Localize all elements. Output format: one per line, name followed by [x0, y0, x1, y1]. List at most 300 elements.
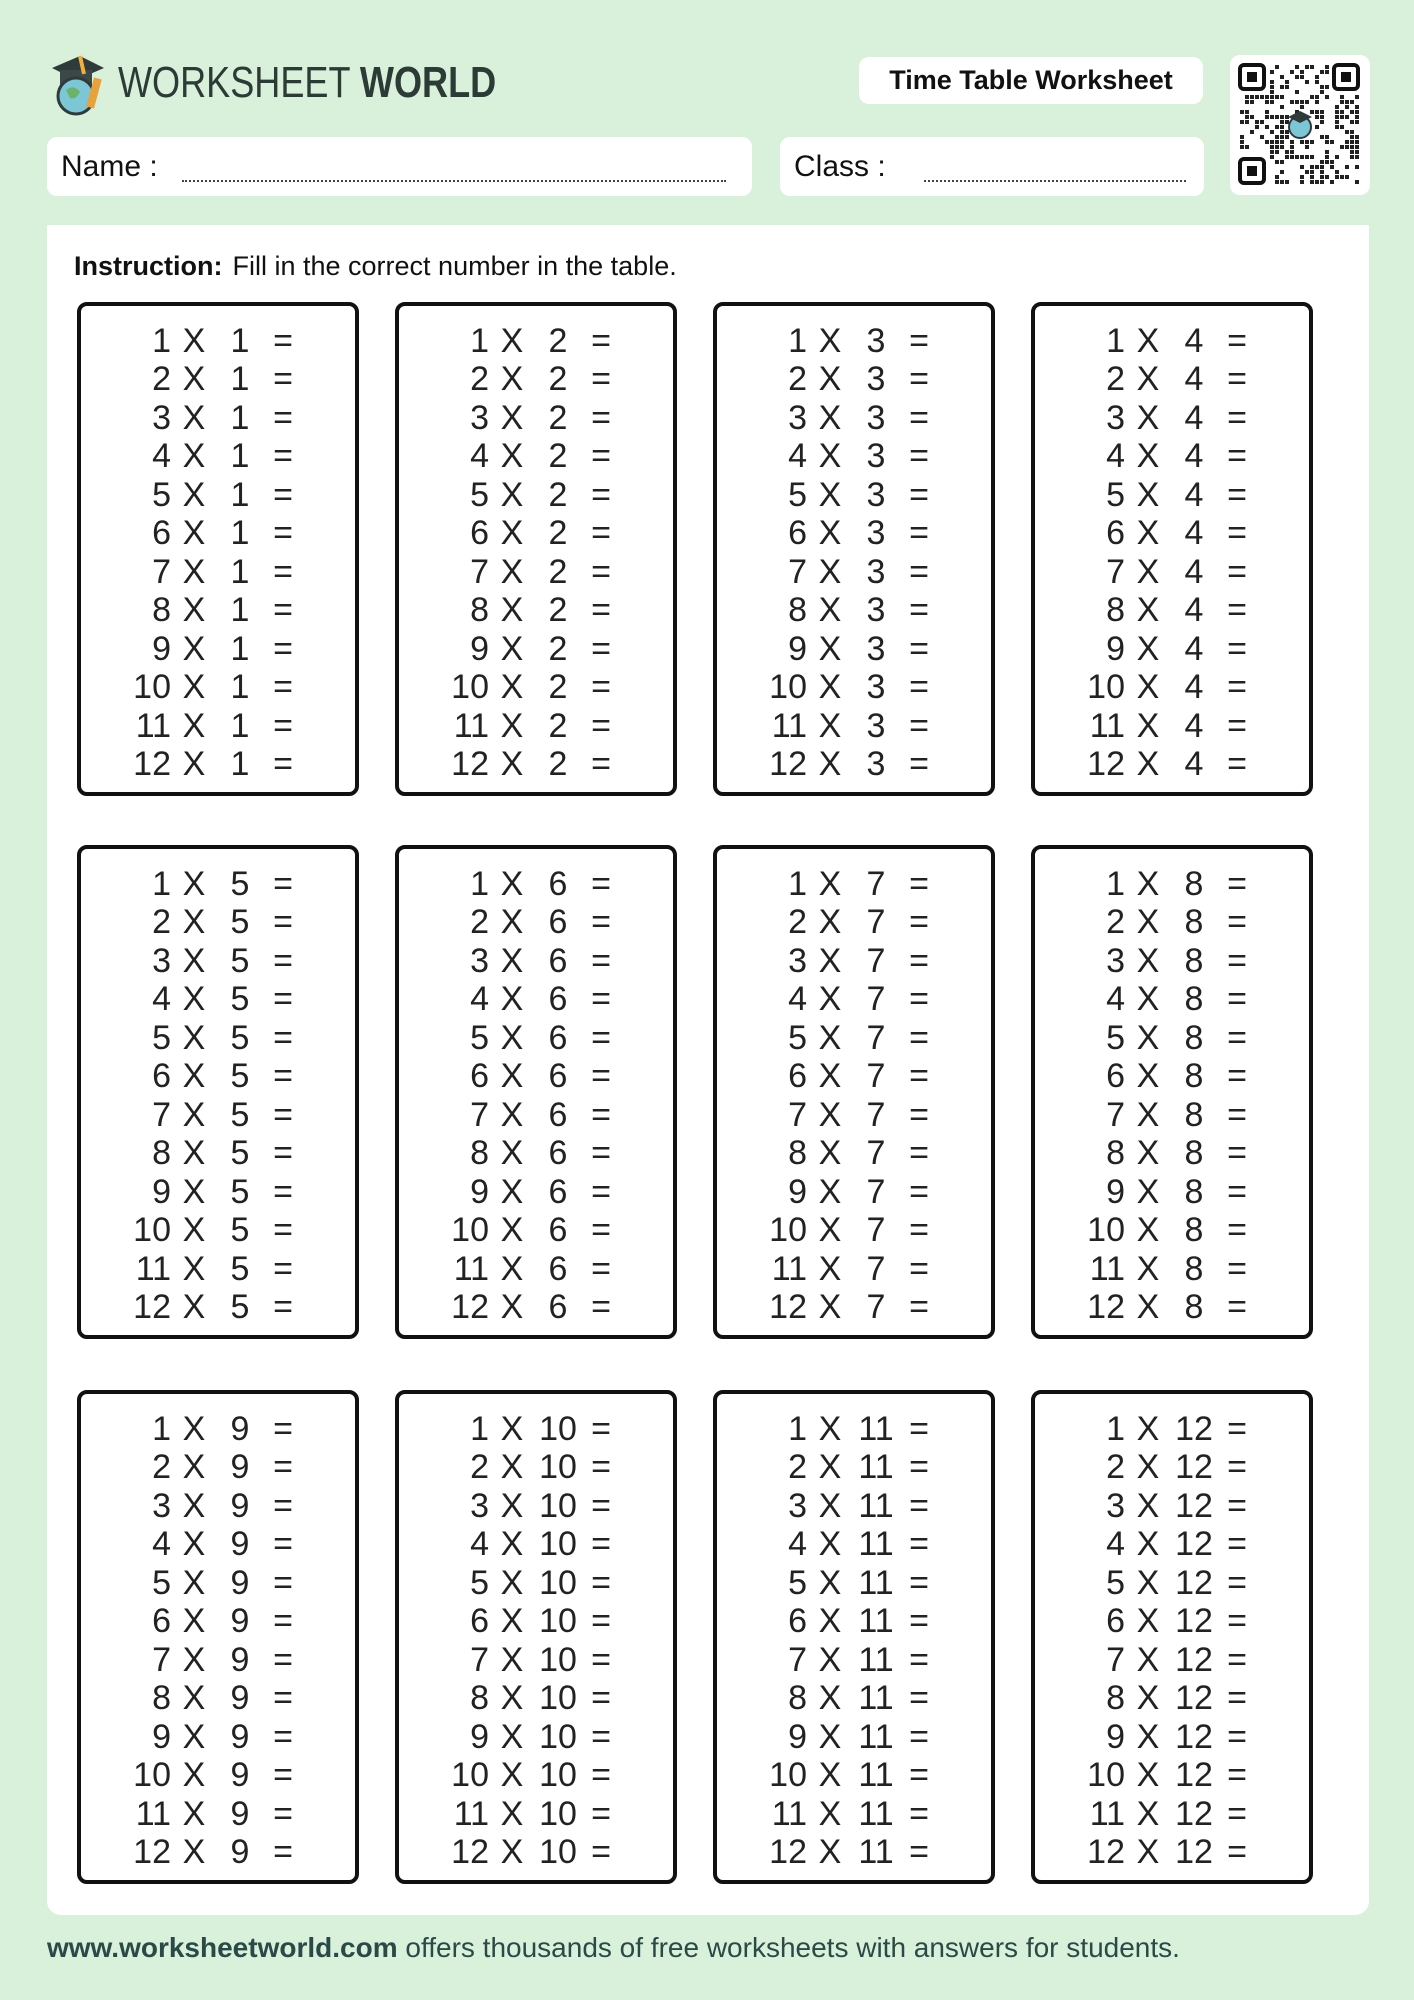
- equation-row: [399, 1289, 673, 1328]
- multiplier: 11: [858, 1448, 894, 1487]
- multiplier: 9: [230, 1833, 250, 1872]
- multiplicand: 2: [1106, 903, 1125, 942]
- answer-blank[interactable]: [1257, 442, 1309, 472]
- equation-row: [399, 1757, 673, 1796]
- answer-blank[interactable]: [1257, 1568, 1309, 1598]
- equals-sign: =: [591, 1833, 611, 1872]
- equals-sign: =: [1227, 1211, 1247, 1250]
- answer-blank[interactable]: [939, 1177, 991, 1207]
- answer-blank[interactable]: [621, 1607, 673, 1637]
- times-sign: X: [182, 1833, 206, 1872]
- answer-blank[interactable]: [1257, 908, 1309, 938]
- answer-blank[interactable]: [621, 519, 673, 549]
- equals-sign: =: [591, 437, 611, 476]
- times-sign: X: [500, 864, 524, 903]
- answer-blank[interactable]: [1257, 1761, 1309, 1791]
- times-sign: X: [818, 941, 842, 980]
- multiplier: 11: [858, 1717, 894, 1756]
- times-sign: X: [500, 1249, 524, 1288]
- answer-blank[interactable]: [939, 557, 991, 587]
- answer-blank[interactable]: [939, 634, 991, 664]
- answer-blank[interactable]: [1257, 1139, 1309, 1169]
- answer-blank[interactable]: [939, 1838, 991, 1868]
- equals-sign: =: [273, 1172, 293, 1211]
- multiplier: 1: [230, 668, 250, 707]
- answer-blank[interactable]: [303, 1684, 355, 1714]
- times-sign: X: [182, 1409, 206, 1448]
- answer-blank[interactable]: [621, 1023, 673, 1053]
- multiplicand: 5: [470, 1018, 489, 1057]
- answer-blank[interactable]: [939, 908, 991, 938]
- multiplier: 7: [866, 1249, 886, 1288]
- answer-blank[interactable]: [621, 1216, 673, 1246]
- answer-blank[interactable]: [621, 365, 673, 395]
- answer-blank[interactable]: [939, 1139, 991, 1169]
- times-sign: X: [818, 668, 842, 707]
- answer-blank[interactable]: [939, 1491, 991, 1521]
- equals-sign: =: [591, 1288, 611, 1327]
- answer-blank[interactable]: [621, 480, 673, 510]
- multiplicand: 4: [1106, 1525, 1125, 1564]
- multiplier: 7: [866, 980, 886, 1019]
- equals-sign: =: [273, 1288, 293, 1327]
- answer-blank[interactable]: [303, 1062, 355, 1092]
- times-sign: X: [182, 1756, 206, 1795]
- multiplicand: 1: [152, 1409, 171, 1448]
- times-sign: X: [182, 903, 206, 942]
- multiplier: 6: [548, 1057, 568, 1096]
- multiplier: 4: [1184, 437, 1204, 476]
- answer-blank[interactable]: [303, 1254, 355, 1284]
- answer-blank[interactable]: [1257, 750, 1309, 780]
- answer-blank[interactable]: [303, 946, 355, 976]
- times-sign: X: [182, 1486, 206, 1525]
- multiplier: 8: [1184, 941, 1204, 980]
- multiplicand: 6: [1106, 1602, 1125, 1641]
- equals-sign: =: [273, 514, 293, 553]
- name-field[interactable]: [47, 137, 752, 196]
- answer-blank[interactable]: [621, 1453, 673, 1483]
- equals-sign: =: [273, 1409, 293, 1448]
- answer-blank[interactable]: [939, 1761, 991, 1791]
- answer-blank[interactable]: [303, 596, 355, 626]
- answer-blank[interactable]: [1257, 557, 1309, 587]
- answer-blank[interactable]: [621, 1177, 673, 1207]
- answer-blank[interactable]: [303, 750, 355, 780]
- answer-blank[interactable]: [939, 1414, 991, 1444]
- equation-row: [81, 1289, 355, 1328]
- multiplier: 9: [230, 1409, 250, 1448]
- answer-blank[interactable]: [303, 1491, 355, 1521]
- times-sign: X: [500, 360, 524, 399]
- multiplicand: 2: [1106, 1448, 1125, 1487]
- answer-blank[interactable]: [303, 985, 355, 1015]
- answer-blank[interactable]: [621, 1139, 673, 1169]
- answer-blank[interactable]: [621, 1062, 673, 1092]
- answer-blank[interactable]: [1257, 519, 1309, 549]
- class-field[interactable]: [780, 137, 1204, 196]
- answer-blank[interactable]: [1257, 1062, 1309, 1092]
- multiplicand: 10: [769, 1211, 807, 1250]
- answer-blank[interactable]: [939, 480, 991, 510]
- multiplier: 4: [1184, 321, 1204, 360]
- multiplicand: 1: [470, 1409, 489, 1448]
- times-table-3: [713, 302, 995, 796]
- multiplier: 6: [548, 941, 568, 980]
- answer-blank[interactable]: [939, 1293, 991, 1323]
- answer-blank[interactable]: [303, 1293, 355, 1323]
- answer-blank[interactable]: [1257, 634, 1309, 664]
- answer-blank[interactable]: [1257, 596, 1309, 626]
- equals-sign: =: [1227, 1525, 1247, 1564]
- times-sign: X: [1136, 980, 1160, 1019]
- multiplicand: 11: [1089, 1794, 1125, 1833]
- times-sign: X: [182, 514, 206, 553]
- multiplicand: 6: [152, 1602, 171, 1641]
- answer-blank[interactable]: [939, 403, 991, 433]
- answer-blank[interactable]: [1257, 403, 1309, 433]
- answer-blank[interactable]: [939, 750, 991, 780]
- footer-site-link[interactable]: www.worksheetworld.com: [47, 1932, 398, 1963]
- equation-row: [81, 904, 355, 943]
- answer-blank[interactable]: [303, 1453, 355, 1483]
- multiplier: 1: [230, 514, 250, 553]
- multiplicand: 7: [470, 552, 489, 591]
- answer-blank[interactable]: [303, 557, 355, 587]
- multiplicand: 7: [788, 552, 807, 591]
- answer-blank[interactable]: [1257, 1414, 1309, 1444]
- times-sign: X: [500, 1095, 524, 1134]
- answer-blank[interactable]: [621, 403, 673, 433]
- multiplicand: 7: [470, 1640, 489, 1679]
- equation-row: [399, 669, 673, 708]
- equation-row: [1035, 1564, 1309, 1603]
- answer-blank[interactable]: [621, 1838, 673, 1868]
- answer-blank[interactable]: [621, 711, 673, 741]
- multiplier: 8: [1184, 1095, 1204, 1134]
- equals-sign: =: [273, 1018, 293, 1057]
- answer-blank[interactable]: [303, 1607, 355, 1637]
- equals-sign: =: [909, 941, 929, 980]
- equation-row: [399, 592, 673, 631]
- answer-blank[interactable]: [939, 1100, 991, 1130]
- multiplier: 8: [1184, 1249, 1204, 1288]
- times-sign: X: [182, 1249, 206, 1288]
- multiplier: 11: [858, 1409, 894, 1448]
- equation-row: [399, 1834, 673, 1873]
- answer-blank[interactable]: [303, 1645, 355, 1675]
- multiplicand: 1: [470, 864, 489, 903]
- multiplier: 5: [230, 941, 250, 980]
- equation-row: [81, 746, 355, 785]
- answer-blank[interactable]: [1257, 1645, 1309, 1675]
- answer-blank[interactable]: [939, 673, 991, 703]
- equation-row: [81, 1795, 355, 1834]
- equation-row: [717, 1135, 991, 1174]
- multiplier: 6: [548, 1095, 568, 1134]
- answer-blank[interactable]: [303, 442, 355, 472]
- answer-blank[interactable]: [303, 1722, 355, 1752]
- multiplicand: 9: [788, 629, 807, 668]
- answer-blank[interactable]: [1257, 1254, 1309, 1284]
- answer-blank[interactable]: [939, 596, 991, 626]
- answer-blank[interactable]: [303, 634, 355, 664]
- equals-sign: =: [909, 552, 929, 591]
- multiplier: 6: [548, 903, 568, 942]
- answer-blank[interactable]: [303, 1761, 355, 1791]
- times-sign: X: [182, 591, 206, 630]
- multiplicand: 12: [451, 745, 489, 784]
- answer-blank[interactable]: [621, 634, 673, 664]
- answer-blank[interactable]: [303, 326, 355, 356]
- equation-row: [399, 630, 673, 669]
- equation-row: [1035, 1603, 1309, 1642]
- answer-blank[interactable]: [1257, 1216, 1309, 1246]
- answer-blank[interactable]: [621, 1254, 673, 1284]
- multiplier: 2: [548, 706, 568, 745]
- equation-row: [1035, 1135, 1309, 1174]
- answer-blank[interactable]: [1257, 673, 1309, 703]
- answer-blank[interactable]: [1257, 711, 1309, 741]
- multiplier: 9: [230, 1640, 250, 1679]
- answer-blank[interactable]: [939, 1607, 991, 1637]
- times-sign: X: [818, 1833, 842, 1872]
- multiplier: 11: [858, 1679, 894, 1718]
- multiplicand: 7: [1106, 552, 1125, 591]
- answer-blank[interactable]: [303, 711, 355, 741]
- answer-blank[interactable]: [1257, 1530, 1309, 1560]
- multiplier: 12: [1175, 1563, 1213, 1602]
- answer-blank[interactable]: [303, 1100, 355, 1130]
- times-sign: X: [1136, 1794, 1160, 1833]
- answer-blank[interactable]: [621, 557, 673, 587]
- answer-blank[interactable]: [621, 750, 673, 780]
- multiplicand: 12: [1087, 1833, 1125, 1872]
- answer-blank[interactable]: [621, 1684, 673, 1714]
- equals-sign: =: [591, 1794, 611, 1833]
- answer-blank[interactable]: [1257, 1023, 1309, 1053]
- answer-blank[interactable]: [621, 596, 673, 626]
- answer-blank[interactable]: [1257, 1722, 1309, 1752]
- answer-blank[interactable]: [303, 480, 355, 510]
- equals-sign: =: [591, 1717, 611, 1756]
- answer-blank[interactable]: [1257, 1607, 1309, 1637]
- answer-blank[interactable]: [939, 326, 991, 356]
- equation-row: [399, 1058, 673, 1097]
- multiplicand: 12: [133, 745, 171, 784]
- multiplicand: 4: [470, 980, 489, 1019]
- times-sign: X: [182, 629, 206, 668]
- equation-row: [399, 942, 673, 981]
- multiplier: 7: [866, 864, 886, 903]
- answer-blank[interactable]: [621, 1100, 673, 1130]
- equals-sign: =: [1227, 1095, 1247, 1134]
- multiplicand: 9: [152, 1717, 171, 1756]
- name-label: Name :: [61, 150, 158, 183]
- equation-row: [717, 438, 991, 477]
- answer-blank[interactable]: [939, 1216, 991, 1246]
- answer-blank[interactable]: [939, 1453, 991, 1483]
- answer-blank[interactable]: [1257, 1491, 1309, 1521]
- equals-sign: =: [909, 1018, 929, 1057]
- equation-row: [1035, 669, 1309, 708]
- answer-blank[interactable]: [1257, 365, 1309, 395]
- answer-blank[interactable]: [303, 1216, 355, 1246]
- answer-blank[interactable]: [1257, 326, 1309, 356]
- answer-blank[interactable]: [939, 1645, 991, 1675]
- multiplier: 10: [539, 1679, 577, 1718]
- equals-sign: =: [909, 1756, 929, 1795]
- equals-sign: =: [909, 1794, 929, 1833]
- multiplicand: 3: [152, 941, 171, 980]
- equals-sign: =: [909, 1249, 929, 1288]
- multiplicand: 4: [470, 1525, 489, 1564]
- answer-blank[interactable]: [621, 1530, 673, 1560]
- answer-blank[interactable]: [621, 869, 673, 899]
- multiplier: 7: [866, 1095, 886, 1134]
- answer-blank[interactable]: [1257, 1684, 1309, 1714]
- equals-sign: =: [273, 1211, 293, 1250]
- answer-blank[interactable]: [303, 1139, 355, 1169]
- answer-blank[interactable]: [939, 711, 991, 741]
- answer-blank[interactable]: [303, 1838, 355, 1868]
- answer-blank[interactable]: [621, 985, 673, 1015]
- answer-blank[interactable]: [303, 1530, 355, 1560]
- answer-blank[interactable]: [939, 1722, 991, 1752]
- multiplicand: 9: [470, 1717, 489, 1756]
- answer-blank[interactable]: [1257, 1293, 1309, 1323]
- answer-blank[interactable]: [303, 1414, 355, 1444]
- equals-sign: =: [1227, 1057, 1247, 1096]
- multiplicand: 11: [135, 1794, 171, 1833]
- times-sign: X: [182, 437, 206, 476]
- multiplicand: 6: [470, 514, 489, 553]
- answer-blank[interactable]: [303, 673, 355, 703]
- answer-blank[interactable]: [939, 442, 991, 472]
- times-sign: X: [1136, 1448, 1160, 1487]
- answer-blank[interactable]: [939, 1530, 991, 1560]
- class-label: Class :: [794, 150, 886, 183]
- answer-blank[interactable]: [303, 519, 355, 549]
- answer-blank[interactable]: [1257, 480, 1309, 510]
- multiplicand: 6: [470, 1057, 489, 1096]
- answer-blank[interactable]: [621, 442, 673, 472]
- answer-blank[interactable]: [303, 908, 355, 938]
- times-sign: X: [500, 1679, 524, 1718]
- answer-blank[interactable]: [1257, 946, 1309, 976]
- answer-blank[interactable]: [303, 1177, 355, 1207]
- answer-blank[interactable]: [621, 1645, 673, 1675]
- multiplier: 5: [230, 1249, 250, 1288]
- answer-blank[interactable]: [939, 1568, 991, 1598]
- times-sign: X: [1136, 552, 1160, 591]
- answer-blank[interactable]: [303, 403, 355, 433]
- equation-row: [717, 707, 991, 746]
- answer-blank[interactable]: [1257, 985, 1309, 1015]
- answer-blank[interactable]: [621, 673, 673, 703]
- answer-blank[interactable]: [1257, 1838, 1309, 1868]
- equals-sign: =: [909, 1409, 929, 1448]
- times-table-2: [395, 302, 677, 796]
- multiplier: 1: [230, 591, 250, 630]
- answer-blank[interactable]: [939, 1799, 991, 1829]
- multiplicand: 2: [470, 903, 489, 942]
- multiplicand: 3: [1106, 941, 1125, 980]
- multiplicand: 11: [1089, 1249, 1125, 1288]
- answer-blank[interactable]: [939, 1254, 991, 1284]
- answer-blank[interactable]: [1257, 1453, 1309, 1483]
- times-sign: X: [500, 437, 524, 476]
- multiplicand: 2: [152, 1448, 171, 1487]
- equals-sign: =: [909, 706, 929, 745]
- multiplier: 9: [230, 1794, 250, 1833]
- times-sign: X: [1136, 1563, 1160, 1602]
- answer-blank[interactable]: [621, 946, 673, 976]
- answer-blank[interactable]: [621, 1568, 673, 1598]
- times-sign: X: [182, 360, 206, 399]
- answer-blank[interactable]: [1257, 1177, 1309, 1207]
- answer-blank[interactable]: [303, 869, 355, 899]
- times-sign: X: [1136, 941, 1160, 980]
- equals-sign: =: [591, 980, 611, 1019]
- multiplier: 6: [548, 1018, 568, 1057]
- multiplier: 12: [1175, 1679, 1213, 1718]
- answer-blank[interactable]: [1257, 869, 1309, 899]
- answer-blank[interactable]: [621, 1722, 673, 1752]
- answer-blank[interactable]: [303, 365, 355, 395]
- answer-blank[interactable]: [939, 1023, 991, 1053]
- equation-row: [81, 1718, 355, 1757]
- answer-blank[interactable]: [939, 1684, 991, 1714]
- equals-sign: =: [1227, 1602, 1247, 1641]
- answer-blank[interactable]: [939, 869, 991, 899]
- equation-row: [81, 865, 355, 904]
- answer-blank[interactable]: [621, 1761, 673, 1791]
- answer-blank[interactable]: [1257, 1100, 1309, 1130]
- answer-blank[interactable]: [621, 908, 673, 938]
- multiplier: 3: [866, 475, 886, 514]
- equation-row: [81, 1757, 355, 1796]
- answer-blank[interactable]: [303, 1023, 355, 1053]
- answer-blank[interactable]: [303, 1568, 355, 1598]
- answer-blank[interactable]: [621, 326, 673, 356]
- answer-blank[interactable]: [939, 365, 991, 395]
- answer-blank[interactable]: [1257, 1799, 1309, 1829]
- multiplicand: 4: [1106, 437, 1125, 476]
- answer-blank[interactable]: [621, 1799, 673, 1829]
- times-sign: X: [1136, 1134, 1160, 1173]
- answer-blank[interactable]: [621, 1414, 673, 1444]
- times-sign: X: [1136, 1602, 1160, 1641]
- answer-blank[interactable]: [939, 946, 991, 976]
- times-sign: X: [1136, 903, 1160, 942]
- answer-blank[interactable]: [939, 1062, 991, 1092]
- times-sign: X: [1136, 1249, 1160, 1288]
- equals-sign: =: [273, 591, 293, 630]
- answer-blank[interactable]: [303, 1799, 355, 1829]
- multiplicand: 9: [1106, 1172, 1125, 1211]
- answer-blank[interactable]: [621, 1491, 673, 1521]
- multiplier: 2: [548, 475, 568, 514]
- multiplicand: 8: [788, 591, 807, 630]
- answer-blank[interactable]: [939, 985, 991, 1015]
- answer-blank[interactable]: [939, 519, 991, 549]
- equals-sign: =: [273, 1525, 293, 1564]
- multiplicand: 6: [152, 514, 171, 553]
- equals-sign: =: [909, 1057, 929, 1096]
- equation-row: [1035, 476, 1309, 515]
- answer-blank[interactable]: [621, 1293, 673, 1323]
